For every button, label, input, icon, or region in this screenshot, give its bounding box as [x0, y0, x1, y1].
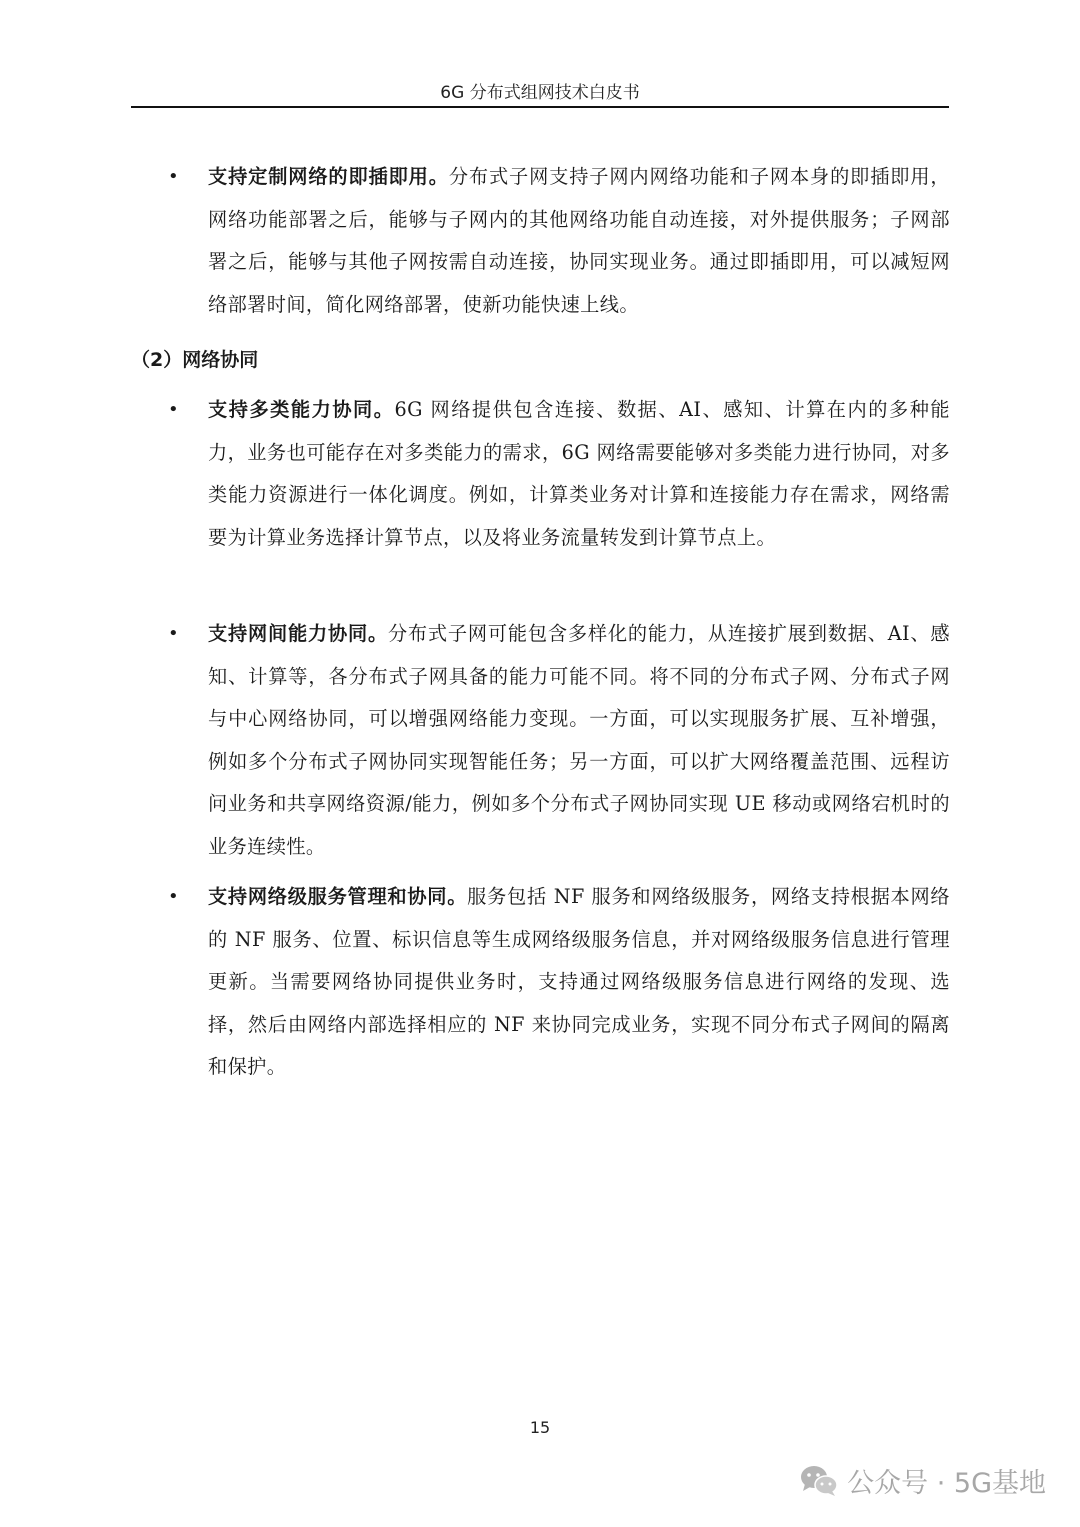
- running-header: 6G 分布式组网技术白皮书: [440, 83, 640, 103]
- list-item-text: [208, 876, 950, 1089]
- list-item-lead: 支持网络级服务管理和协同。: [208, 885, 468, 908]
- bullet-marker: •: [168, 623, 179, 644]
- header-divider: [131, 106, 949, 108]
- list-item-text: [208, 156, 950, 326]
- bullet-marker: •: [168, 886, 179, 907]
- bullet-marker: •: [168, 166, 179, 187]
- list-item-lead: 支持定制网络的即插即用。: [208, 165, 449, 188]
- list-item-body: 6G 网络提供包含连接、数据、AI、感知、计算在内的多种能力，业务也可能存在对多类能力的需求，6G 网络需要能够对多类能力进行协同，对多类能力资源进行一体化调度。例如，计算类业务对计算和连接能力存在需求，网络需要为计算业务选择计算节点，以及将业务流量转发到计算节点上。: [208, 398, 951, 549]
- list-item-text: [208, 389, 950, 559]
- list-item-body: 分布式子网可能包含多样化的能力，从连接扩展到数据、AI、感知、计算等，各分布式子网具备的能力可能不同。将不同的分布式子网、分布式子网与中心网络协同，可以增强网络能力变现。一方面，可以实现服务扩展、互补增强，例如多个分布式子网协同实现智能任务；另一方面，可以扩大网络覆盖范围、远程访问业务和共享网络资源/能力，例如多个分布式子网协同实现 UE 移动或网络宕机时的业务连续性。: [208, 622, 950, 858]
- list-item-body: 服务包括 NF 服务和网络级服务，网络支持根据本网络的 NF 服务、位置、标识信息等生成网络级服务信息，并对网络级服务信息进行管理更新。当需要网络协同提供业务时，支持通过网络级服务信息进行网络的发现、选择，然后由网络内部选择相应的 NF 来协同完成业务，实现不同分布式子网间的隔离和保护。: [208, 885, 951, 1078]
- section-heading: （2）网络协同: [131, 349, 259, 371]
- watermark: [799, 1461, 1046, 1500]
- bullet-marker: •: [168, 399, 179, 420]
- list-item-text: [208, 613, 950, 868]
- watermark-text: 公众号 · 5G基地: [847, 1468, 1046, 1499]
- wechat-icon: [799, 1464, 839, 1498]
- page-number: 15: [529, 1418, 551, 1437]
- list-item-lead: 支持多类能力协同。: [208, 398, 395, 421]
- list-item-lead: 支持网间能力协同。: [208, 622, 388, 645]
- list-item-body: 分布式子网支持子网内网络功能和子网本身的即插即用，网络功能部署之后，能够与子网内的其他网络功能自动连接，对外提供服务；子网部署之后，能够与其他子网按需自动连接，协同实现业务。通过即插即用，可以减短网络部署时间，简化网络部署，使新功能快速上线。: [208, 165, 950, 316]
